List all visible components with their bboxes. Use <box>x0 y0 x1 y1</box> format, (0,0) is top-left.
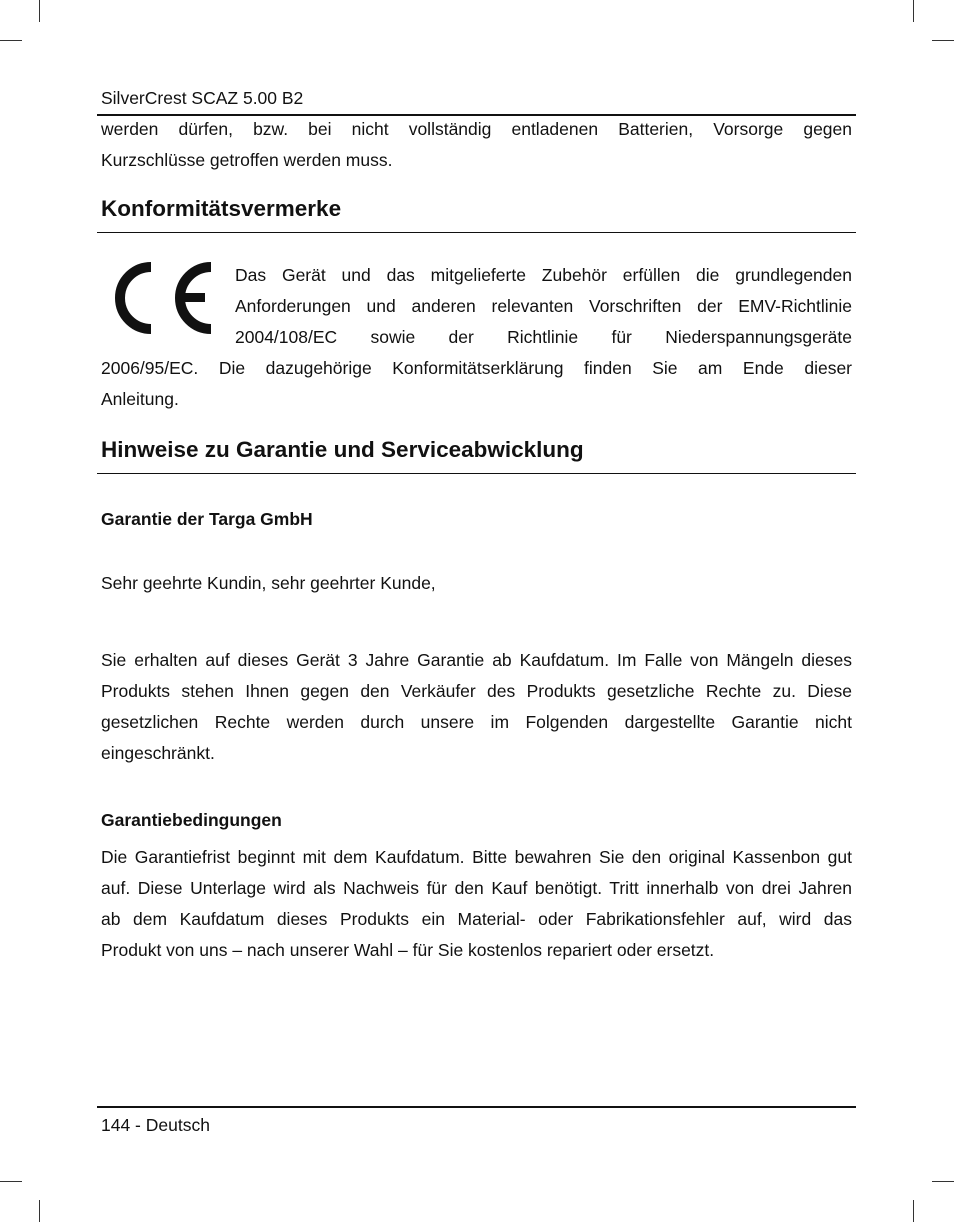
text-line: Produkt von uns – nach unserer Wahl – für Sie kostenlos repariert oder ersetzt. <box>101 940 715 960</box>
crop-mark <box>932 1181 954 1182</box>
page-number: 144 - Deutsch <box>101 1115 210 1135</box>
subheading-conditions: Garantiebedingungen <box>101 810 282 830</box>
text-line: Sehr geehrte Kundin, sehr geehrter Kunde, <box>101 573 436 593</box>
crop-mark <box>913 1200 914 1222</box>
text-line: Die Garantiefrist beginnt mit dem Kaufdatum. Bitte bewahren Sie den original Kassenbon gut <box>101 847 852 867</box>
section-divider <box>97 473 856 474</box>
salutation <box>101 568 852 599</box>
section-heading-conformity: Konformitätsvermerke <box>101 196 342 221</box>
text-line: Anleitung. <box>101 389 179 409</box>
text-line: 2006/95/EC. Die dazugehörige Konformitätserklärung finden Sie am Ende dieser <box>101 358 852 378</box>
text-line: gesetzlichen Rechte werden durch unsere im Folgenden dargestellte Garantie nicht <box>101 712 852 732</box>
crop-mark <box>0 1181 22 1182</box>
running-header: SilverCrest SCAZ 5.00 B2 <box>101 88 304 108</box>
intro-paragraph <box>101 114 852 176</box>
text-line: Sie erhalten auf dieses Gerät 3 Jahre Garantie ab Kaufdatum. Im Falle von Mängeln dieses <box>101 650 852 670</box>
ce-mark-icon <box>107 259 217 337</box>
conformity-paragraph <box>235 260 852 353</box>
section-heading-warranty: Hinweise zu Garantie und Serviceabwicklung <box>101 437 584 462</box>
conformity-paragraph-continued <box>101 353 852 415</box>
warranty-paragraph-2 <box>101 842 852 966</box>
section-divider <box>97 232 856 233</box>
text-line: eingeschränkt. <box>101 743 215 763</box>
text-line: Das Gerät und das mitgelieferte Zubehör erfüllen die grundlegenden <box>235 265 852 285</box>
text-line: auf. Diese Unterlage wird als Nachweis für den Kauf benötigt. Tritt innerhalb von drei Jahren <box>101 878 852 898</box>
footer-divider <box>97 1106 856 1108</box>
crop-mark <box>0 40 22 41</box>
warranty-paragraph-1 <box>101 645 852 769</box>
text-line: Produkts stehen Ihnen gegen den Verkäufer des Produkts gesetzliche Rechte zu. Diese <box>101 681 852 701</box>
text-line: ab dem Kaufdatum dieses Produkts ein Material- oder Fabrikationsfehler auf, wird das <box>101 909 852 929</box>
crop-mark <box>932 40 954 41</box>
text-line: Anforderungen und anderen relevanten Vorschriften der EMV-Richtlinie <box>235 296 852 316</box>
crop-mark <box>39 0 40 22</box>
text-line: Kurzschlüsse getroffen werden muss. <box>101 150 393 170</box>
text-line: werden dürfen, bzw. bei nicht vollständig entladenen Batterien, Vorsorge gegen <box>101 119 852 139</box>
crop-mark <box>39 1200 40 1222</box>
crop-mark <box>913 0 914 22</box>
subheading-targa: Garantie der Targa GmbH <box>101 509 313 529</box>
text-line: 2004/108/EC sowie der Richtlinie für Niederspannungsgeräte <box>235 327 852 347</box>
